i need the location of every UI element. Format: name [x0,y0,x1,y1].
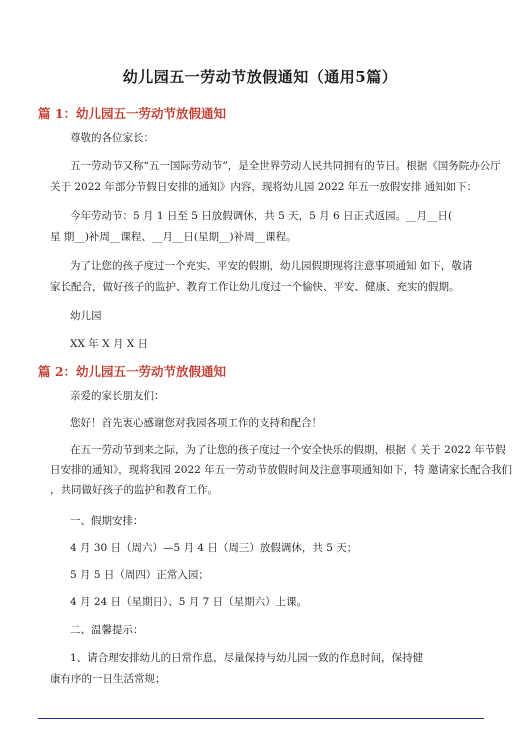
s1-greeting: 尊敬的各位家长： [70,132,154,144]
s1-para3-line2: 家长配合，做好孩子的监护、教育工作让幼儿度过一个愉快、平安、健康、充实的假期。 [50,281,460,293]
s1-para2-line1: 今年劳动节：5 月 1 日至 5 日放假调休，共 5 天，5 月 6 日正式返园。__月__日( [70,210,453,222]
footer-divider [38,718,484,719]
s2-para1-line2: 日安排的通知》，现将我园 2022 年五一劳动节放假时间及注意事项通知如下，特 邀请家长配合我们 [50,464,512,476]
s1-para2-line2: 星 期__)补周__课程、__月__日(星期__)补周__课程。 [50,231,297,243]
s2-schedule-item-2: 5 月 5 日（周四）正常入园； [70,569,209,581]
s2-schedule-heading: 一、假期安排： [70,515,144,527]
s2-greeting: 亲爱的家长朋友们： [70,390,165,402]
s2-schedule-item-1: 4 月 30 日（周六）—5 月 4 日（周三）放假调休，共 5 天； [70,542,358,554]
s1-para1-line1: 五一劳动节又称“五一国际劳动节”，是全世界劳动人民共同拥有的节日。根据《国务院办公厅 [70,160,501,172]
s2-para1-line1: 在五一劳动节到来之际，为了让您的孩子度过一个安全快乐的假期，根据《 关于 2022 年节假 [70,444,506,456]
s2-thanks: 您好！首先衷心感谢您对我园各项工作的支持和配合！ [70,417,322,429]
s1-para3-line1: 为了让您的孩子度过一个充实、平安的假期，幼儿园假期现将注意事项通知 如下，敬请 [70,260,473,272]
s1-signature-date: XX 年 X 月 X 日 [70,338,149,350]
section-2-heading: 篇 2：幼儿园五一劳动节放假通知 [38,364,227,379]
s1-signature-org: 幼儿园 [70,310,102,322]
s2-para1-line3: ，共同做好孩子的监护和教育工作。 [50,484,218,496]
section-1-heading: 篇 1：幼儿园五一劳动节放假通知 [38,106,227,121]
s2-tip-1-line2: 康有序的一日生活常规； [50,673,166,685]
s2-schedule-item-3: 4 月 24 日（星期日）、5 月 7 日（星期六）上课。 [70,596,308,608]
document-title: 幼儿园五一劳动节放假通知（通用5篇） [122,68,398,86]
s2-tip-1-line1: 1、请合理安排幼儿的日常作息，尽量保持与幼儿园一致的作息时间，保持健 [70,652,424,664]
s2-tips-heading: 二、温馨提示： [70,624,144,636]
s1-para1-line2: 关于 2022 年部分节假日安排的通知》内容，现将幼儿园 2022 年五一放假安排 通知如下： [50,181,478,193]
